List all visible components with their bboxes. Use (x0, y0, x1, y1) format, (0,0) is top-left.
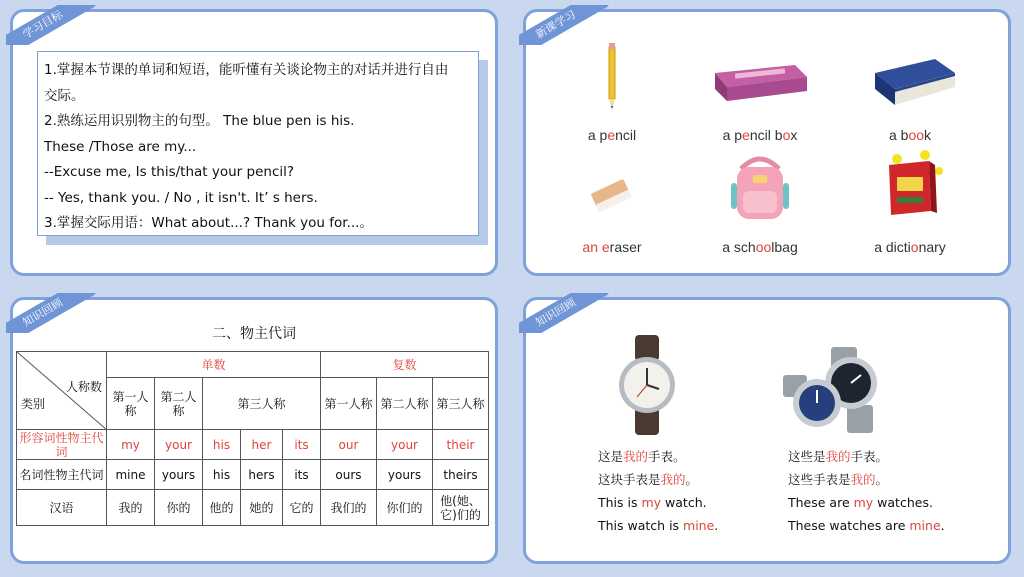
right-sentences (788, 445, 945, 537)
table-cell: 我的 (107, 490, 155, 526)
table-cell: hers (241, 460, 283, 490)
vocab-label: a schoolbag (722, 239, 798, 255)
singular-header: 单数 (107, 352, 321, 378)
person-header: 第二人称 (155, 378, 203, 430)
ribbon-label: 新课学习 (519, 5, 609, 45)
row-label: 汉语 (17, 490, 107, 526)
table-cell: her (241, 430, 283, 460)
table-cell: his (203, 460, 241, 490)
table-cell: 他(她、它)们的 (433, 490, 489, 526)
table-cell: its (283, 460, 321, 490)
corner-ribbon (6, 293, 106, 333)
corner-header (17, 352, 107, 430)
vocab-label: a pencil (587, 127, 637, 143)
plural-header: 复数 (321, 352, 489, 378)
table-cell: 它的 (283, 490, 321, 526)
row-label: 形容词性物主代词 (17, 430, 107, 460)
new-lesson-slide (519, 5, 1015, 280)
vocab-item-schoolbag (685, 155, 835, 255)
table-cell: their (433, 430, 489, 460)
sentence-line: 这些手表是我的。 (788, 472, 889, 487)
corner-bottom-label: 类别 (21, 397, 46, 411)
table-cell: 他的 (203, 490, 241, 526)
table-cell: 她的 (241, 490, 283, 526)
learning-goals-slide (6, 5, 502, 280)
table-cell: mine (107, 460, 155, 490)
vocab-label: a dictionary (874, 239, 946, 255)
table-cell: yours (155, 460, 203, 490)
table-cell: your (155, 430, 203, 460)
person-header: 第二人称 (377, 378, 433, 430)
goal-line: These /Those are my... (44, 138, 197, 155)
person-header: 第一人称 (107, 378, 155, 430)
vocab-label: a pencil box (722, 127, 798, 143)
left-sentences (598, 445, 718, 537)
book-icon (835, 43, 985, 123)
goal-line: -- Yes, thank you. / No , it isn't. It’ s hers. (44, 189, 318, 206)
corner-ribbon (519, 293, 619, 333)
goal-line: 1.掌握本节课的单词和短语，能听懂有关谈论物主的对话并进行自由 (44, 62, 449, 78)
goals-box (37, 51, 479, 236)
row-label: 名词性物主代词 (17, 460, 107, 490)
goal-line: 3.掌握交际用语：What about...? Thank you for...。 (44, 215, 373, 231)
sentence-line: These watches are mine. (788, 518, 945, 533)
person-header: 第三人称 (433, 378, 489, 430)
corner-top-label: 人称数 (65, 380, 102, 394)
table-cell: your (377, 430, 433, 460)
corner-ribbon (6, 5, 106, 45)
pencil-box-icon (685, 43, 835, 123)
vocab-item-eraser (537, 155, 687, 255)
table-cell: 我们的 (321, 490, 377, 526)
table-title: 二、物主代词 (212, 326, 296, 342)
single-watch-icon (607, 335, 687, 440)
person-header: 第一人称 (321, 378, 377, 430)
vocab-item-book (835, 43, 985, 143)
eraser-icon (537, 155, 687, 235)
table-cell: our (321, 430, 377, 460)
pencil-icon (537, 43, 687, 123)
table-cell: theirs (433, 460, 489, 490)
table-cell: 你的 (155, 490, 203, 526)
possessive-pronoun-table (16, 351, 489, 526)
table-cell: its (283, 430, 321, 460)
vocab-item-pencil-box (685, 43, 835, 143)
sentence-line: This watch is mine. (598, 518, 719, 533)
sentence-line: These are my watches. (788, 495, 933, 510)
ribbon-label: 知识回顾 (519, 293, 609, 333)
vocab-item-pencil (537, 43, 687, 143)
sentence-line: 这是我的手表。 (598, 449, 686, 464)
ribbon-label: 知识回顾 (6, 293, 96, 333)
vocab-item-dictionary (835, 155, 985, 255)
sentence-line: This is my watch. (598, 495, 707, 510)
vocab-label: an eraser (582, 239, 642, 255)
sentence-line: 这些是我的手表。 (788, 449, 889, 464)
goal-line: 2.熟练运用识别物主的句型。 The blue pen is his. (44, 113, 355, 129)
table-cell: yours (377, 460, 433, 490)
watch-example-slide (519, 293, 1015, 568)
two-watches-icon (777, 345, 897, 440)
table-cell: ours (321, 460, 377, 490)
table-cell: his (203, 430, 241, 460)
goal-line: 交际。 (44, 87, 85, 104)
pronoun-table-slide (6, 293, 502, 568)
table-cell: my (107, 430, 155, 460)
schoolbag-icon (685, 155, 835, 235)
corner-ribbon (519, 5, 619, 45)
person-header: 第三人称 (203, 378, 321, 430)
goal-line: --Excuse me, Is this/that your pencil? (44, 164, 295, 180)
ribbon-label: 学习目标 (6, 5, 96, 45)
table-cell: 你们的 (377, 490, 433, 526)
vocab-label: a book (888, 127, 932, 143)
dictionary-icon (835, 155, 985, 235)
sentence-line: 这块手表是我的。 (598, 472, 699, 487)
